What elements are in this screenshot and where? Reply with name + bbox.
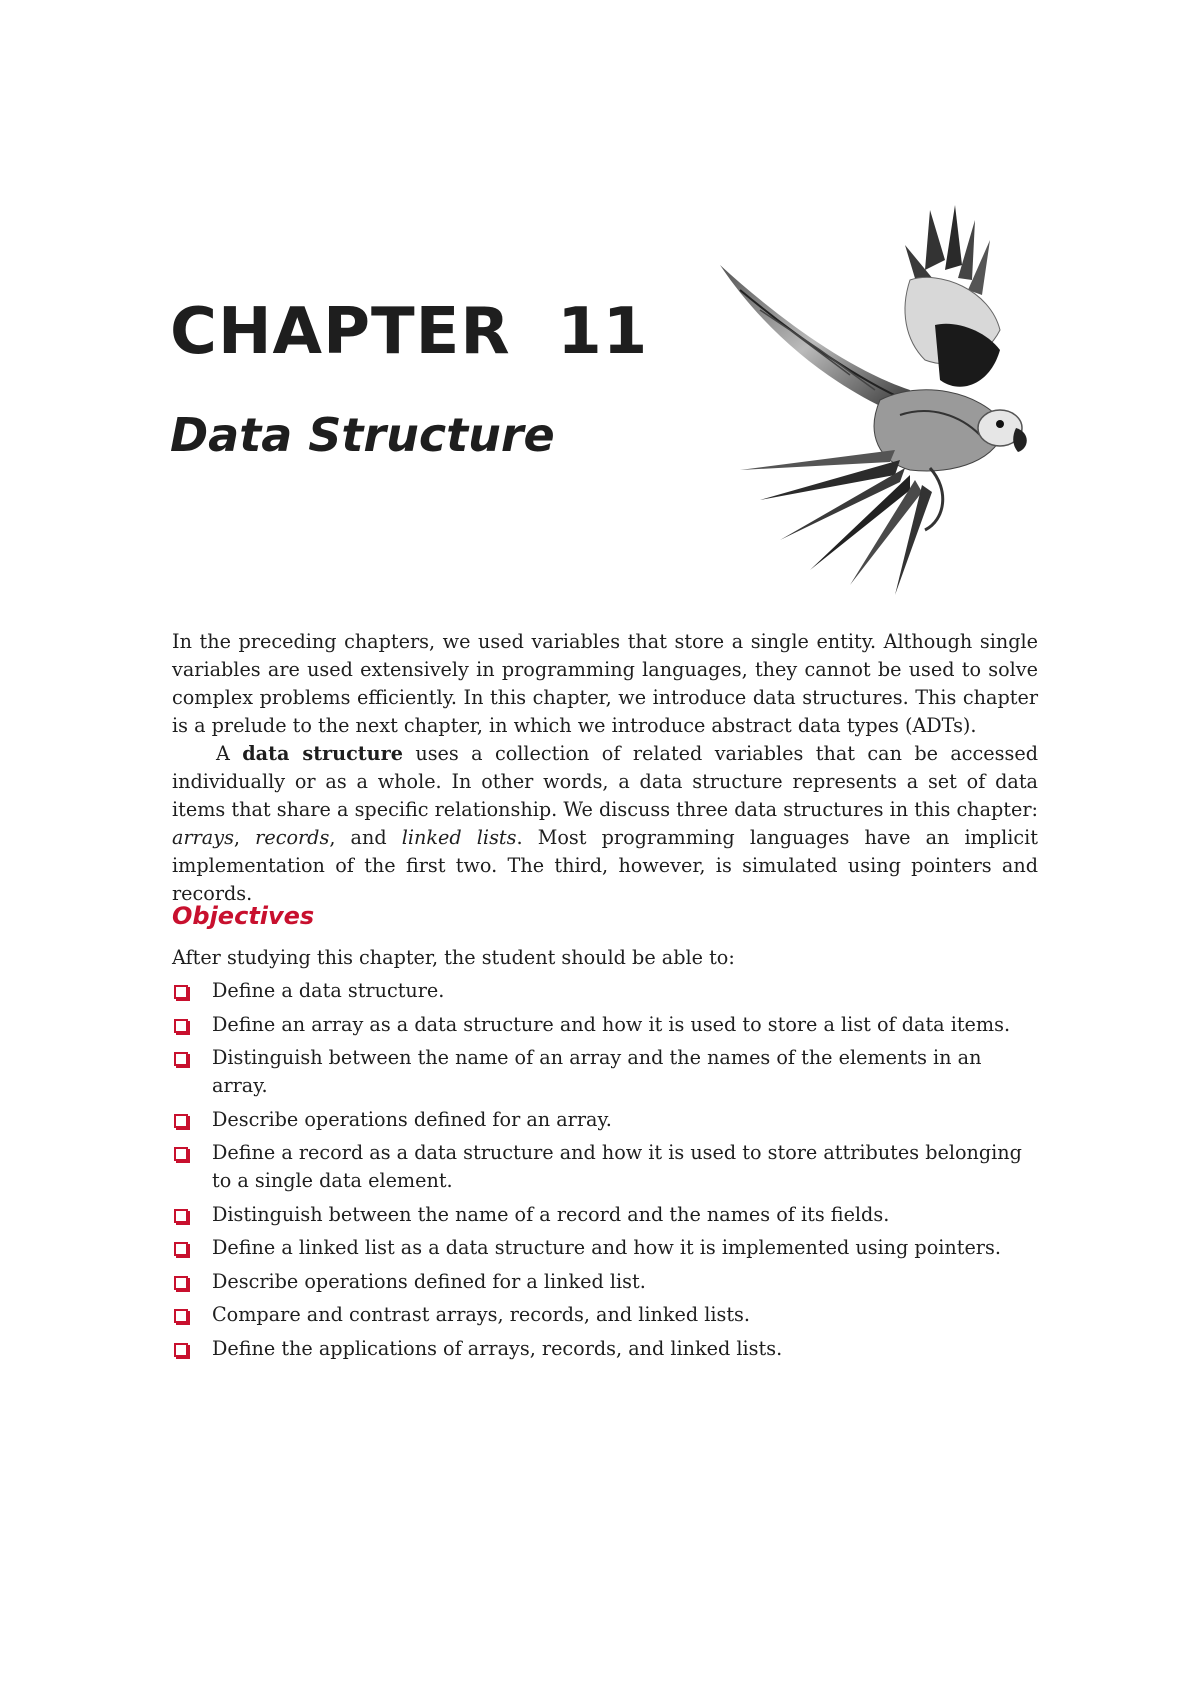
objective-item: [172, 1268, 1038, 1296]
objective-text: Define an array as a data structure and how it is used to store a list of data items.: [212, 1012, 1011, 1036]
objectives-heading: Objectives: [172, 902, 315, 930]
intro-paragraph-2: [172, 740, 1038, 908]
intro-text: [172, 628, 1038, 908]
intro-text-run: . Most programming languages have an implicit implementation of the first two. The third, however, is simulated using pointers and records.: [172, 826, 1038, 905]
intro-text-run: uses a collection of related variables that can be accessed individually or as a whole. In other words, a data structure represents a set of data items that share a specific relationship. We discuss three data structures in this chapter:: [172, 742, 1038, 821]
term-linked-lists: linked lists: [401, 826, 517, 849]
chapter-label: CHAPTER 11: [170, 295, 649, 369]
term-data-structure: data structure: [242, 742, 403, 765]
objective-text: Define the applications of arrays, records, and linked lists.: [212, 1336, 783, 1360]
checkbox-bullet-icon: [174, 1309, 188, 1323]
checkbox-bullet-icon: [174, 1343, 188, 1357]
objective-text: Describe operations defined for a linked list.: [212, 1269, 646, 1293]
objective-text: Define a record as a data structure and how it is used to store attributes belonging to a single data element.: [212, 1141, 1022, 1192]
intro-text-run: A: [216, 742, 243, 765]
checkbox-bullet-icon: [174, 1019, 188, 1033]
objective-item: [172, 1335, 1038, 1363]
objective-text: Define a data structure.: [212, 979, 445, 1002]
term-records: records: [255, 826, 330, 849]
objectives-list: [172, 977, 1038, 1368]
objective-text: Compare and contrast arrays, records, and linked lists.: [212, 1303, 750, 1326]
chapter-title: Data Structure: [170, 408, 555, 462]
objective-item: [172, 1106, 1038, 1134]
checkbox-bullet-icon: [174, 1052, 188, 1066]
objective-text: Define a linked list as a data structure and how it is implemented using pointers.: [212, 1236, 1001, 1259]
checkbox-bullet-icon: [174, 1209, 188, 1223]
checkbox-bullet-icon: [174, 1147, 188, 1161]
intro-paragraph-1: In the preceding chapters, we used variables that store a single entity. Although single variables are used extensively in programming languages, they cannot be used to solve complex problems efficiently. In this chapter, we introduce data structures. This chapter is a prelude to the next chapter, in which we introduce abstract data types (ADTs).: [172, 630, 1038, 737]
objective-text: Distinguish between the name of an array and the names of the elements in an array.: [212, 1046, 982, 1097]
objective-item: [172, 1301, 1038, 1329]
objectives-lead: After studying this chapter, the student should be able to:: [172, 946, 735, 969]
parrot-illustration-icon: [700, 200, 1050, 600]
objective-item: [172, 1011, 1038, 1039]
checkbox-bullet-icon: [174, 985, 188, 999]
objective-item: [172, 1201, 1038, 1229]
intro-text-run: ,: [233, 826, 256, 849]
objective-text: Describe operations defined for an array.: [212, 1107, 612, 1131]
objective-item: [172, 1139, 1038, 1195]
term-arrays: arrays: [172, 826, 234, 849]
checkbox-bullet-icon: [174, 1242, 188, 1256]
objective-item: [172, 1234, 1038, 1262]
objective-item: [172, 1044, 1038, 1100]
checkbox-bullet-icon: [174, 1114, 188, 1128]
objective-text: Distinguish between the name of a record and the names of its fields.: [212, 1202, 890, 1226]
objective-item: [172, 977, 1038, 1005]
intro-text-run: , and: [329, 826, 402, 849]
checkbox-bullet-icon: [174, 1276, 188, 1290]
